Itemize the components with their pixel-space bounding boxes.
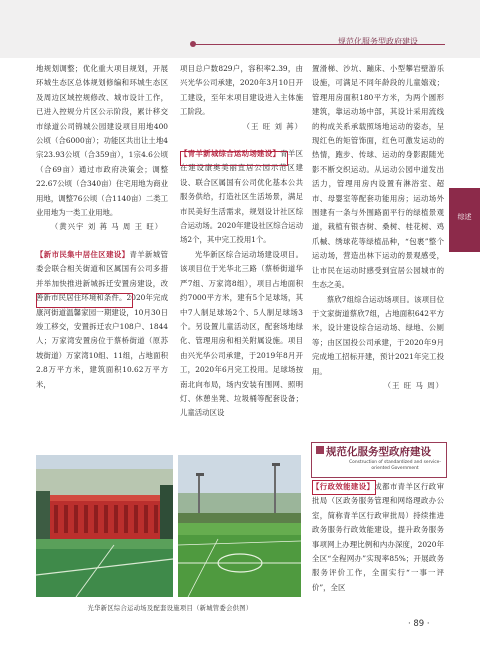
photo-building-image	[36, 455, 173, 597]
section-banner	[311, 442, 447, 478]
column-3-lower	[312, 480, 444, 595]
banner-mark-icon	[316, 446, 324, 454]
col2-tag-frame	[180, 151, 288, 166]
photo-caption: 光华新区综合运动场及配套设施项目（新城管委会供图）	[87, 605, 253, 612]
col3b-paragraph-1-text: 成都市青羊区行政审批局（区政务服务管理和网络理政办公室，简称青羊区行政审批局）持续推进政务服务行政效能建设，提升政务服务事项网上办理比例和内办深度，2020年全区“全程网办”实现率85%；开展政务服务评价工作，全面实行“一事一评价”，全区	[312, 482, 444, 592]
col1-author-1: （黄兴宇 刘 苒 马 周 王 旺）	[50, 222, 164, 232]
col1-paragraph-1: 地规划调整；优化重大项目规划，开展环城生态区总体规划修编和环城生态区及周边区域控规修改、城市设计工作，已进入控规分片区公示阶段，累计移交市绿道公司锦城公园建设项目用地400公顷（合6000亩）；功能区共出让土地4宗23.93公顷（合359亩），1宗4.6公顷（合69亩）通过市政府决策会；调整22.67公顷（合340亩）住宅用地为商业用地，调整76公顷（合1140亩）二类工业用地为一类工业用地。	[36, 64, 168, 218]
col1-paragraph-2-text: 青羊新城管委会联合相关街道和区属国有公司多措并举加快推进新城拆迁安置房建设，改善新市民居住环境和条件。2020年完成康河街道温馨家园一期建设，10月30日竣工移交，安置拆迁农户108户、1844人；万家湾安置房位于蔡桥街道（原苏坡街道）万家湾10组、11组，占地面积2.8万平方米，建筑面积10.62万平方米，	[36, 249, 168, 389]
page-number: · 89 ·	[408, 619, 430, 629]
side-chapter-tab	[449, 188, 480, 252]
col3-author: （王 旺 马 周）	[383, 380, 444, 390]
col2-author-1: （王 旺 刘 苒）	[242, 121, 303, 131]
banner-title: 规范化服务型政府建设	[326, 446, 431, 458]
photo-sports-field	[178, 455, 301, 597]
column-3	[312, 62, 444, 393]
col1-tag-frame	[36, 293, 133, 308]
col2-section-tag: 【青羊新城综合运动场建设】	[180, 149, 281, 159]
col1-paragraph-2	[36, 248, 168, 392]
column-2	[180, 62, 303, 421]
banner-subtitle: Construction of standardized and service-oriented Government	[349, 460, 441, 471]
photo-field-image	[178, 455, 301, 597]
column-1	[36, 62, 168, 392]
col1-section-tag: 【新市民集中居住区建设】	[36, 249, 130, 259]
col3b-paragraph-1	[312, 480, 444, 595]
col3-paragraph-1: 置滑梯、沙坑、蹦床、小型攀岩壁游乐设施，可满足不同年龄段的儿童嬉戏；管理用房面积180平方米，为两个圆形建筑，靠运动场中部，其设计采用流线的构成关系承载照场地运动的姿态，呈现红色的矩管饰面，红色可激发运动的热情，跑步、传球、运动的身影跟随光影不断交织运动。从运动公园中道发出活力，管理用房内设置有淋浴室、超市、母婴室等配套功能用房；运动场外围建有一条与外围路面平行的绿植景观道，栽植有银杏树、桑树、桂花树、鸡爪槭、绣球花等绿植品种，“包裹”整个运动场，营造出林下运动的景观感受，让市民在运动时感受到宜居公园城市的生态之美。	[312, 64, 444, 290]
side-tab-label: 综述	[457, 213, 472, 221]
col2-paragraph-1: 项目总户数829户，容积率2.39，由兴光华公司承建，2020年3月10日开工建设，至年末项目建设进入主体施工阶段。	[180, 64, 303, 117]
col3-paragraph-2: 蔡欣7组综合运动场项目。该项目位于文家街道蔡欣7组，占地面积642平方米，设计建设综合运动场、绿地、公厕等；由区国投公司承建，于2020年9月完成地工招标开建，预计2021年完工投用。	[312, 294, 444, 376]
section-title: 规范化服务型政府建设	[338, 37, 418, 46]
col2-paragraph-3: 光华新区综合运动场建设项目。该项目位于光华北三路（蔡桥街道华严7组、万家湾8组），项目占地面积约7000平方米，建有5个足球场，其中7人制足球场2个、5人制足球场3个。另设置儿童活动区，配套场地绿化、管理用房和相关附属设施。项目由兴光华公司承建，于2019年8月开工，2020年6月完工投用。足球场按南北向布局，场内安装有围网、照明灯、休憩坐凳、垃圾桶等配套设备；儿童活动区设	[180, 249, 303, 418]
header-band	[0, 0, 480, 58]
col3b-section-tag: 【行政效能建设】	[312, 482, 375, 491]
col3b-tag-frame	[312, 480, 376, 495]
col2-paragraph-2-text: 青羊区在建设康奥美丽宜居公园示范区建设、联合区属国有公司优化基本公共服务供给，打造社区生活场景，满足市民美好生活需求，规划设计社区综合运动场。2020年建设社区综合运动场2个，其中完工投用1个。	[180, 149, 303, 245]
photo-building	[36, 455, 173, 597]
